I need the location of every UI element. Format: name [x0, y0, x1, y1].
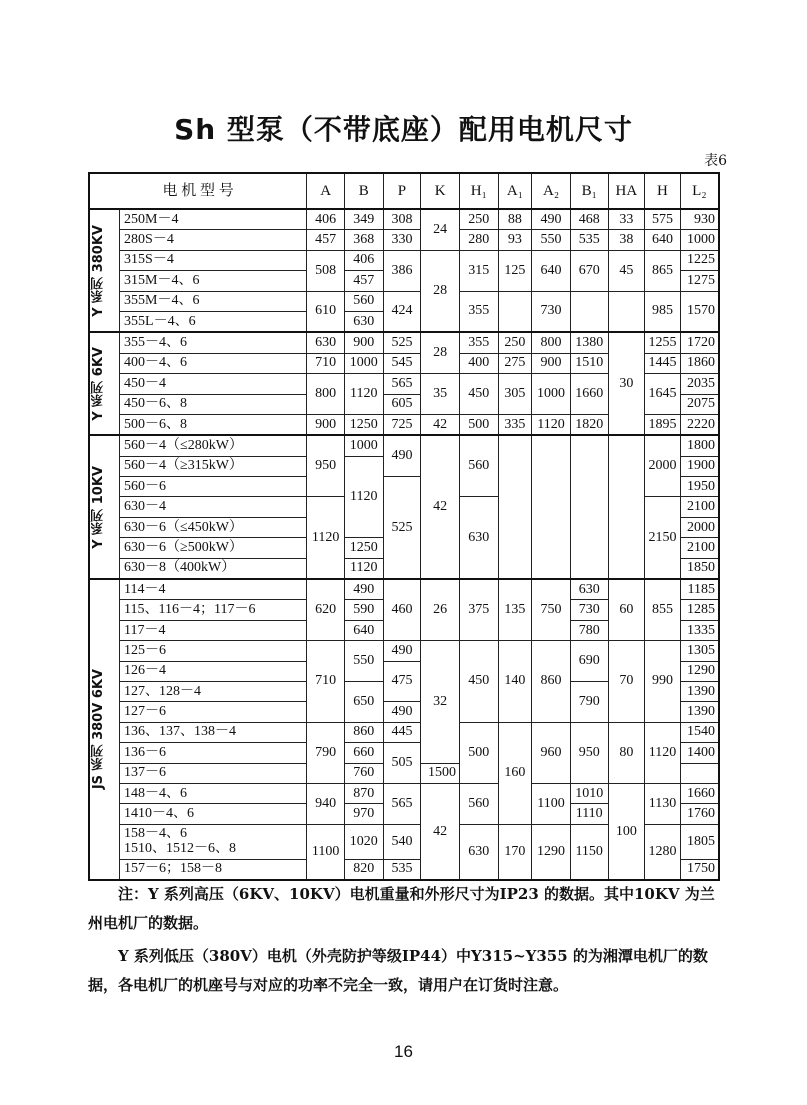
cell-ha — [608, 291, 645, 332]
cell-b: 1000 — [344, 353, 383, 373]
cell-p: 490 — [383, 702, 421, 722]
cell-b1: 1660 — [570, 374, 608, 415]
cell-a: 457 — [307, 230, 345, 250]
table-row — [89, 435, 719, 456]
cell-b1: 468 — [570, 209, 608, 230]
cell-a2 — [532, 435, 571, 579]
cell-p: 725 — [383, 414, 421, 435]
cell-b1: 690 — [570, 641, 608, 682]
cell-h: 865 — [645, 250, 681, 291]
model-cell: 560－4（≥315kW） — [120, 456, 307, 476]
model-cell: 450－4 — [120, 374, 307, 394]
cell-h1: 315 — [459, 250, 498, 291]
cell-l2: 1660 — [680, 783, 719, 803]
cell-h1: 400 — [459, 353, 498, 373]
cell-b: 1120 — [344, 558, 383, 579]
cell-a2: 550 — [532, 230, 571, 250]
cell-b1: 780 — [570, 620, 608, 640]
cell-k: 28 — [421, 332, 460, 373]
cell-h: 1255 — [645, 332, 681, 353]
cell-a: 710 — [307, 353, 345, 373]
model-cell: 560－4（≤280kW） — [120, 435, 307, 456]
cell-l2: 2000 — [680, 517, 719, 537]
model-cell: 117－4 — [120, 620, 307, 640]
cell-b1: 1380 — [570, 332, 608, 353]
notes — [88, 880, 722, 1004]
cell-l2: 1390 — [680, 702, 719, 722]
cell-p: 475 — [383, 661, 421, 702]
cell-l2: 1900 — [680, 456, 719, 476]
cell-ha: 30 — [608, 332, 645, 435]
model-cell: 630－6（≥500kW） — [120, 538, 307, 558]
cell-p: 525 — [383, 332, 421, 353]
cell-p: 545 — [383, 353, 421, 373]
model-cell: 560－6 — [120, 477, 307, 497]
cell-a: 620 — [307, 579, 345, 641]
cell-p: 424 — [383, 291, 421, 332]
model-cell: 315M－4、6 — [120, 271, 307, 291]
model-cell: 250M－4 — [120, 209, 307, 230]
cell-ha: 60 — [608, 579, 645, 641]
header-row — [89, 173, 719, 209]
cell-a: 610 — [307, 291, 345, 332]
cell-k: 32 — [421, 641, 460, 763]
cell-b: 1250 — [344, 414, 383, 435]
cell-p: 525 — [383, 477, 421, 579]
cell-b: 760 — [344, 763, 383, 783]
cell-h1: 355 — [459, 291, 498, 332]
cell-a2: 960 — [532, 722, 571, 783]
cell-h: 855 — [645, 579, 681, 641]
cell-a: 508 — [307, 250, 345, 291]
cell-l2: 1000 — [680, 230, 719, 250]
header-h1: H₁ — [459, 173, 498, 209]
cell-h1: 560 — [459, 435, 498, 497]
cell-a1: 250 — [498, 332, 532, 353]
cell-h1: 375 — [459, 579, 498, 641]
cell-a1: 170 — [498, 824, 532, 880]
cell-h: 1130 — [645, 783, 681, 824]
cell-l2: 1850 — [680, 558, 719, 579]
cell-b: 900 — [344, 332, 383, 353]
cell-h1: 450 — [459, 641, 498, 723]
cell-h: 1120 — [645, 722, 681, 783]
cell-a2: 1290 — [532, 824, 571, 880]
cell-b: 860 — [344, 722, 383, 742]
cell-a1: 275 — [498, 353, 532, 373]
cell-h: 1645 — [645, 374, 681, 415]
cell-a: 710 — [307, 641, 345, 723]
cell-b1: 1010 — [570, 783, 608, 803]
motor-dimension-table — [88, 172, 720, 881]
table-row — [89, 722, 719, 742]
cell-l2: 1540 — [680, 722, 719, 742]
page-number: 16 — [394, 1042, 413, 1061]
cell-b: 349 — [344, 209, 383, 230]
cell-b: 490 — [344, 579, 383, 600]
cell-l2: 2100 — [680, 497, 719, 517]
cell-a2: 750 — [532, 579, 571, 641]
cell-k: 26 — [421, 579, 460, 641]
cell-b: 1020 — [344, 824, 383, 859]
cell-p: 386 — [383, 250, 421, 291]
cell-b1: 790 — [570, 681, 608, 722]
cell-ha: 70 — [608, 641, 645, 723]
model-cell — [120, 824, 307, 859]
cell-l2: 1950 — [680, 477, 719, 497]
cell-b1: 1510 — [570, 353, 608, 373]
cell-b: 457 — [344, 271, 383, 291]
cell-l2: 1225 — [680, 250, 719, 270]
cell-p: 605 — [383, 394, 421, 414]
cell-a1: 140 — [498, 641, 532, 723]
model-cell: 450－6、8 — [120, 394, 307, 414]
model-cell: 126－4 — [120, 661, 307, 681]
cell-h: 985 — [645, 291, 681, 332]
model-cell: 500－6、8 — [120, 414, 307, 435]
cell-p: 330 — [383, 230, 421, 250]
model-cell: 157－6；158－8 — [120, 859, 307, 880]
header-a: A — [307, 173, 345, 209]
cell-b1 — [570, 291, 608, 332]
model-cell: 136－6 — [120, 743, 307, 763]
cell-a: 790 — [307, 722, 345, 783]
cell-p: 308 — [383, 209, 421, 230]
cell-b: 406 — [344, 250, 383, 270]
model-cell: 115、116－4；117－6 — [120, 600, 307, 620]
cell-h1: 500 — [459, 414, 498, 435]
cell-l2: 2100 — [680, 538, 719, 558]
cell-h1: 630 — [459, 824, 498, 880]
cell-ha: 45 — [608, 250, 645, 291]
header-b: B — [344, 173, 383, 209]
cell-b: 650 — [344, 681, 383, 722]
series-label-y-6kv: Y 系列 6KV — [89, 332, 120, 435]
cell-a: 800 — [307, 374, 345, 415]
model-cell: 630－6（≤450kW） — [120, 517, 307, 537]
model-cell: 355L－4、6 — [120, 311, 307, 332]
cell-b: 550 — [344, 641, 383, 682]
header-p: P — [383, 173, 421, 209]
cell-b: 630 — [344, 311, 383, 332]
cell-l2: 1275 — [680, 271, 719, 291]
cell-h1: 500 — [459, 722, 498, 783]
cell-h1: 560 — [459, 783, 498, 824]
cell-p: 565 — [383, 783, 421, 824]
cell-ha: 80 — [608, 722, 645, 783]
model-cell: 125－6 — [120, 641, 307, 661]
cell-a2: 490 — [532, 209, 571, 230]
cell-p: 540 — [383, 824, 421, 859]
cell-h: 2000 — [645, 435, 681, 497]
cell-ha — [608, 435, 645, 579]
cell-l2: 1750 — [680, 859, 719, 880]
cell-a: 406 — [307, 209, 345, 230]
table-row — [89, 641, 719, 661]
cell-a: 940 — [307, 783, 345, 824]
cell-a1: 93 — [498, 230, 532, 250]
cell-b1: 1110 — [570, 804, 608, 824]
cell-b: 820 — [344, 859, 383, 880]
cell-h: 640 — [645, 230, 681, 250]
cell-b1: 1820 — [570, 414, 608, 435]
cell-p: 445 — [383, 722, 421, 742]
cell-b1: 950 — [570, 722, 608, 783]
model-cell: 127－6 — [120, 702, 307, 722]
header-b1: B₁ — [570, 173, 608, 209]
cell-a1: 135 — [498, 579, 532, 641]
cell-a2: 730 — [532, 291, 571, 332]
model-cell: 114－4 — [120, 579, 307, 600]
header-ha: HA — [608, 173, 645, 209]
table-row — [89, 230, 719, 250]
cell-l2: 930 — [680, 209, 719, 230]
cell-p: 565 — [383, 374, 421, 394]
cell-a: 1100 — [307, 824, 345, 880]
cell-b1: 630 — [570, 579, 608, 600]
model-line: 1510、1512－6、8 — [124, 840, 237, 856]
cell-k: 42 — [421, 414, 460, 435]
model-line: 158－4、6 — [124, 826, 188, 842]
cell-a: 950 — [307, 435, 345, 497]
cell-k: 28 — [421, 250, 460, 332]
model-cell: 355M－4、6 — [120, 291, 307, 311]
model-cell: 280S－4 — [120, 230, 307, 250]
cell-a2: 1000 — [532, 374, 571, 415]
cell-k: 42 — [421, 783, 460, 880]
cell-k: 35 — [421, 374, 460, 415]
model-cell: 355－4、6 — [120, 332, 307, 353]
cell-k: 24 — [421, 209, 460, 250]
cell-p: 490 — [383, 641, 421, 661]
cell-p: 490 — [383, 435, 421, 476]
cell-b1: 730 — [570, 600, 608, 620]
cell-a2: 1100 — [532, 783, 571, 824]
header-model: 电 机 型 号 — [89, 173, 307, 209]
cell-a1 — [498, 435, 532, 579]
header-h: H — [645, 173, 681, 209]
model-cell: 630－4 — [120, 497, 307, 517]
series-label-y-380kv: Y 系列 380KV — [89, 209, 120, 332]
cell-a2: 640 — [532, 250, 571, 291]
cell-b: 1120 — [344, 456, 383, 538]
cell-l2: 1290 — [680, 661, 719, 681]
cell-l2: 2220 — [680, 414, 719, 435]
cell-l2: 1570 — [680, 291, 719, 332]
cell-b: 368 — [344, 230, 383, 250]
cell-h: 575 — [645, 209, 681, 230]
model-cell: 127、128－4 — [120, 681, 307, 701]
table-row — [89, 250, 719, 270]
cell-ha: 100 — [608, 783, 645, 880]
cell-ha: 38 — [608, 230, 645, 250]
cell-l2: 1500 — [421, 763, 460, 783]
cell-b: 560 — [344, 291, 383, 311]
cell-l2: 1305 — [680, 641, 719, 661]
cell-b: 1120 — [344, 374, 383, 415]
cell-l2: 1800 — [680, 435, 719, 456]
cell-l2: 1185 — [680, 579, 719, 600]
cell-b: 590 — [344, 600, 383, 620]
cell-l2: 1390 — [680, 681, 719, 701]
table-row — [89, 783, 719, 803]
series-label-js-380v-6kv: JS 系列 380V 6KV — [89, 579, 120, 880]
cell-l2: 1805 — [680, 824, 719, 859]
cell-h1: 250 — [459, 209, 498, 230]
cell-b: 640 — [344, 620, 383, 640]
cell-ha: 33 — [608, 209, 645, 230]
cell-a1: 88 — [498, 209, 532, 230]
cell-a1: 160 — [498, 722, 532, 824]
cell-a: 900 — [307, 414, 345, 435]
model-cell: 1410－4、6 — [120, 804, 307, 824]
cell-b: 1000 — [344, 435, 383, 456]
cell-h: 2150 — [645, 497, 681, 579]
cell-h1: 630 — [459, 497, 498, 579]
model-cell: 137－6 — [120, 763, 307, 783]
cell-l2: 1860 — [680, 353, 719, 373]
table-row — [89, 332, 719, 353]
series-label-y-10kv: Y 系列 10KV — [89, 435, 120, 579]
header-k: K — [421, 173, 460, 209]
cell-h: 1895 — [645, 414, 681, 435]
note-paragraph-2: Y 系列低压（380V）电机（外壳防护等级IP44）中Y315~Y355 的为湘潭电机厂的数据，各电机厂的机座号与对应的功率不完全一致，请用户在订货时注意。 — [88, 947, 708, 994]
model-cell: 148－4、6 — [120, 783, 307, 803]
cell-b: 970 — [344, 804, 383, 824]
table-row — [89, 579, 719, 600]
cell-p: 505 — [383, 743, 421, 784]
cell-h: 990 — [645, 641, 681, 723]
model-cell: 136、137、138－4 — [120, 722, 307, 742]
header-a2: A₂ — [532, 173, 571, 209]
cell-p: 535 — [383, 859, 421, 880]
cell-h: 1445 — [645, 353, 681, 373]
model-cell: 400－4、6 — [120, 353, 307, 373]
cell-b1 — [570, 435, 608, 579]
cell-h: 1280 — [645, 824, 681, 880]
cell-h1: 355 — [459, 332, 498, 353]
cell-k: 42 — [421, 435, 460, 579]
cell-b: 1250 — [344, 538, 383, 558]
header-a1: A₁ — [498, 173, 532, 209]
model-cell: 315S－4 — [120, 250, 307, 270]
cell-b1: 670 — [570, 250, 608, 291]
cell-l2: 1285 — [680, 600, 719, 620]
cell-b: 870 — [344, 783, 383, 803]
cell-l2: 2075 — [680, 394, 719, 414]
page-title: Sh 型泵（不带底座）配用电机尺寸 — [174, 113, 633, 146]
cell-l2: 1400 — [680, 743, 719, 763]
cell-b: 660 — [344, 743, 383, 763]
cell-a: 630 — [307, 332, 345, 353]
table-number: 表6 — [704, 153, 727, 169]
cell-a: 1120 — [307, 497, 345, 579]
cell-a2: 900 — [532, 353, 571, 373]
cell-a2: 1120 — [532, 414, 571, 435]
cell-b1: 1150 — [570, 824, 608, 880]
cell-l2: 1720 — [680, 332, 719, 353]
header-l2: L₂ — [680, 173, 719, 209]
table-row — [89, 209, 719, 230]
cell-b1: 535 — [570, 230, 608, 250]
cell-a1 — [498, 291, 532, 332]
model-cell: 630－8（400kW） — [120, 558, 307, 579]
cell-l2: 2035 — [680, 374, 719, 394]
cell-a1: 335 — [498, 414, 532, 435]
cell-l2: 1335 — [680, 620, 719, 640]
cell-l2: 1760 — [680, 804, 719, 824]
cell-a2: 800 — [532, 332, 571, 353]
cell-a1: 305 — [498, 374, 532, 415]
cell-p: 460 — [383, 579, 421, 641]
cell-a2: 860 — [532, 641, 571, 723]
cell-h1: 280 — [459, 230, 498, 250]
cell-h1: 450 — [459, 374, 498, 415]
note-paragraph-1: 注：Y 系列高压（6KV、10KV）电机重量和外形尺寸为IP23 的数据。其中10KV 为兰州电机厂的数据。 — [88, 885, 715, 932]
table-row — [89, 291, 719, 311]
cell-a1: 125 — [498, 250, 532, 291]
